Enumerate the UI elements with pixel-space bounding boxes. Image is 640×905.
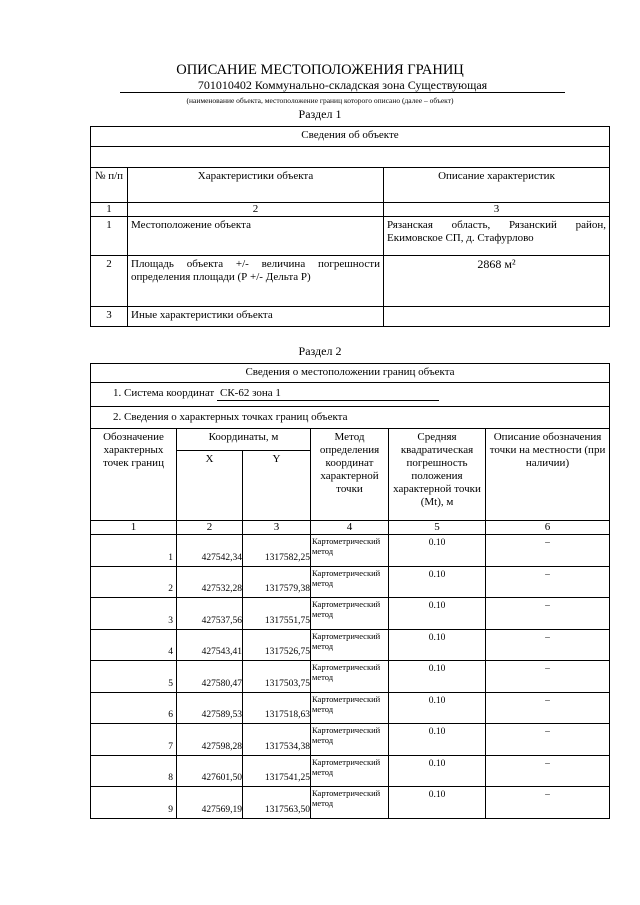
point-error: 0.10	[389, 724, 486, 756]
table-row	[91, 256, 610, 307]
point-method: Картометрический метод	[311, 692, 389, 724]
point-y: 1317551,75	[243, 598, 311, 630]
point-description: –	[486, 724, 610, 756]
table-row	[91, 661, 610, 693]
section1-label: Раздел 1	[298, 107, 342, 121]
object-name: 701010402 Коммунально-складская зона Существующая	[120, 78, 565, 93]
header-point-description: Описание обозначения точки на местности (при наличии)	[486, 429, 610, 521]
table-row	[91, 629, 610, 661]
row-num: 1	[91, 217, 128, 256]
point-method: Картометрический метод	[311, 787, 389, 819]
point-number: 4	[91, 629, 177, 661]
table-row	[91, 307, 610, 327]
row-description: Рязанская область, Рязанский район, Екимовское СП, д. Стафурлово	[384, 217, 610, 256]
table-row	[91, 787, 610, 819]
point-error: 0.10	[389, 661, 486, 693]
point-x: 427537,56	[177, 598, 243, 630]
index-cell: 3	[243, 521, 311, 535]
boundary-points-table	[90, 363, 610, 819]
coord-system-value: СК-62 зона 1	[217, 387, 439, 401]
point-x: 427589,53	[177, 692, 243, 724]
point-description: –	[486, 787, 610, 819]
point-y: 1317541,25	[243, 755, 311, 787]
point-method: Картометрический метод	[311, 535, 389, 567]
table-row	[91, 755, 610, 787]
point-y: 1317503,75	[243, 661, 311, 693]
point-y: 1317526,75	[243, 629, 311, 661]
header-description: Описание характеристик	[384, 168, 610, 203]
point-x: 427532,28	[177, 566, 243, 598]
point-error: 0.10	[389, 566, 486, 598]
point-error: 0.10	[389, 598, 486, 630]
point-description: –	[486, 661, 610, 693]
point-number: 2	[91, 566, 177, 598]
point-x: 427601,50	[177, 755, 243, 787]
header-y: Y	[243, 451, 311, 521]
point-x: 427598,28	[177, 724, 243, 756]
row-num: 2	[91, 256, 128, 307]
object-info-table	[90, 126, 610, 327]
header-designation: Обозначение характерных точек границ	[91, 429, 177, 521]
boundary-table-title: Сведения о местоположении границ объекта	[91, 364, 610, 383]
point-number: 3	[91, 598, 177, 630]
table-row	[91, 217, 610, 256]
point-error: 0.10	[389, 535, 486, 567]
index-cell: 2	[128, 203, 384, 217]
row-characteristic: Местоположение объекта	[128, 217, 384, 256]
point-y: 1317563,50	[243, 787, 311, 819]
header-characteristics: Характеристики объекта	[128, 168, 384, 203]
points-section-label: 2. Сведения о характерных точках границ объекта	[91, 407, 610, 429]
point-description: –	[486, 598, 610, 630]
point-method: Картометрический метод	[311, 566, 389, 598]
index-cell: 1	[91, 203, 128, 217]
point-x: 427542,34	[177, 535, 243, 567]
index-cell: 5	[389, 521, 486, 535]
section2-label: Раздел 2	[298, 344, 342, 358]
object-caption: (наименование объекта, местоположение границ которого описано (далее – объект)	[186, 96, 454, 105]
table-row	[91, 598, 610, 630]
row-num: 3	[91, 307, 128, 327]
point-x: 427580,47	[177, 661, 243, 693]
point-error: 0.10	[389, 755, 486, 787]
index-cell: 1	[91, 521, 177, 535]
point-x: 427569,19	[177, 787, 243, 819]
point-description: –	[486, 755, 610, 787]
point-number: 8	[91, 755, 177, 787]
row-description: 2868 м²	[384, 256, 610, 307]
index-cell: 4	[311, 521, 389, 535]
point-error: 0.10	[389, 692, 486, 724]
point-method: Картометрический метод	[311, 598, 389, 630]
table-row	[91, 535, 610, 567]
point-number: 7	[91, 724, 177, 756]
point-error: 0.10	[389, 629, 486, 661]
point-method: Картометрический метод	[311, 724, 389, 756]
point-y: 1317518,63	[243, 692, 311, 724]
object-info-title: Сведения об объекте	[91, 127, 610, 147]
index-cell: 6	[486, 521, 610, 535]
point-description: –	[486, 692, 610, 724]
row-characteristic: Площадь объекта +/- величина погрешности определения площади (Р +/- Дельта Р)	[128, 256, 384, 307]
header-coords: Координаты, м	[177, 429, 311, 451]
header-method: Метод определения координат характерной точки	[311, 429, 389, 521]
point-method: Картометрический метод	[311, 755, 389, 787]
coord-system-label: 1. Система координат	[113, 387, 215, 399]
index-cell: 3	[384, 203, 610, 217]
table-row	[91, 566, 610, 598]
point-y: 1317582,25	[243, 535, 311, 567]
header-num: № п/п	[91, 168, 128, 203]
point-number: 1	[91, 535, 177, 567]
point-method: Картометрический метод	[311, 629, 389, 661]
row-characteristic: Иные характеристики объекта	[128, 307, 384, 327]
point-description: –	[486, 629, 610, 661]
document-title: ОПИСАНИЕ МЕСТОПОЛОЖЕНИЯ ГРАНИЦ	[176, 62, 464, 78]
point-description: –	[486, 535, 610, 567]
table-row	[91, 692, 610, 724]
point-description: –	[486, 566, 610, 598]
point-method: Картометрический метод	[311, 661, 389, 693]
row-description	[384, 307, 610, 327]
point-y: 1317579,38	[243, 566, 311, 598]
empty-row	[91, 147, 610, 168]
table-row	[91, 724, 610, 756]
header-x: X	[177, 451, 243, 521]
index-cell: 2	[177, 521, 243, 535]
point-y: 1317534,38	[243, 724, 311, 756]
point-x: 427543,41	[177, 629, 243, 661]
point-number: 9	[91, 787, 177, 819]
point-number: 6	[91, 692, 177, 724]
point-number: 5	[91, 661, 177, 693]
point-error: 0.10	[389, 787, 486, 819]
header-error: Средняя квадратическая погрешность положения характерной точки (Mt), м	[389, 429, 486, 521]
